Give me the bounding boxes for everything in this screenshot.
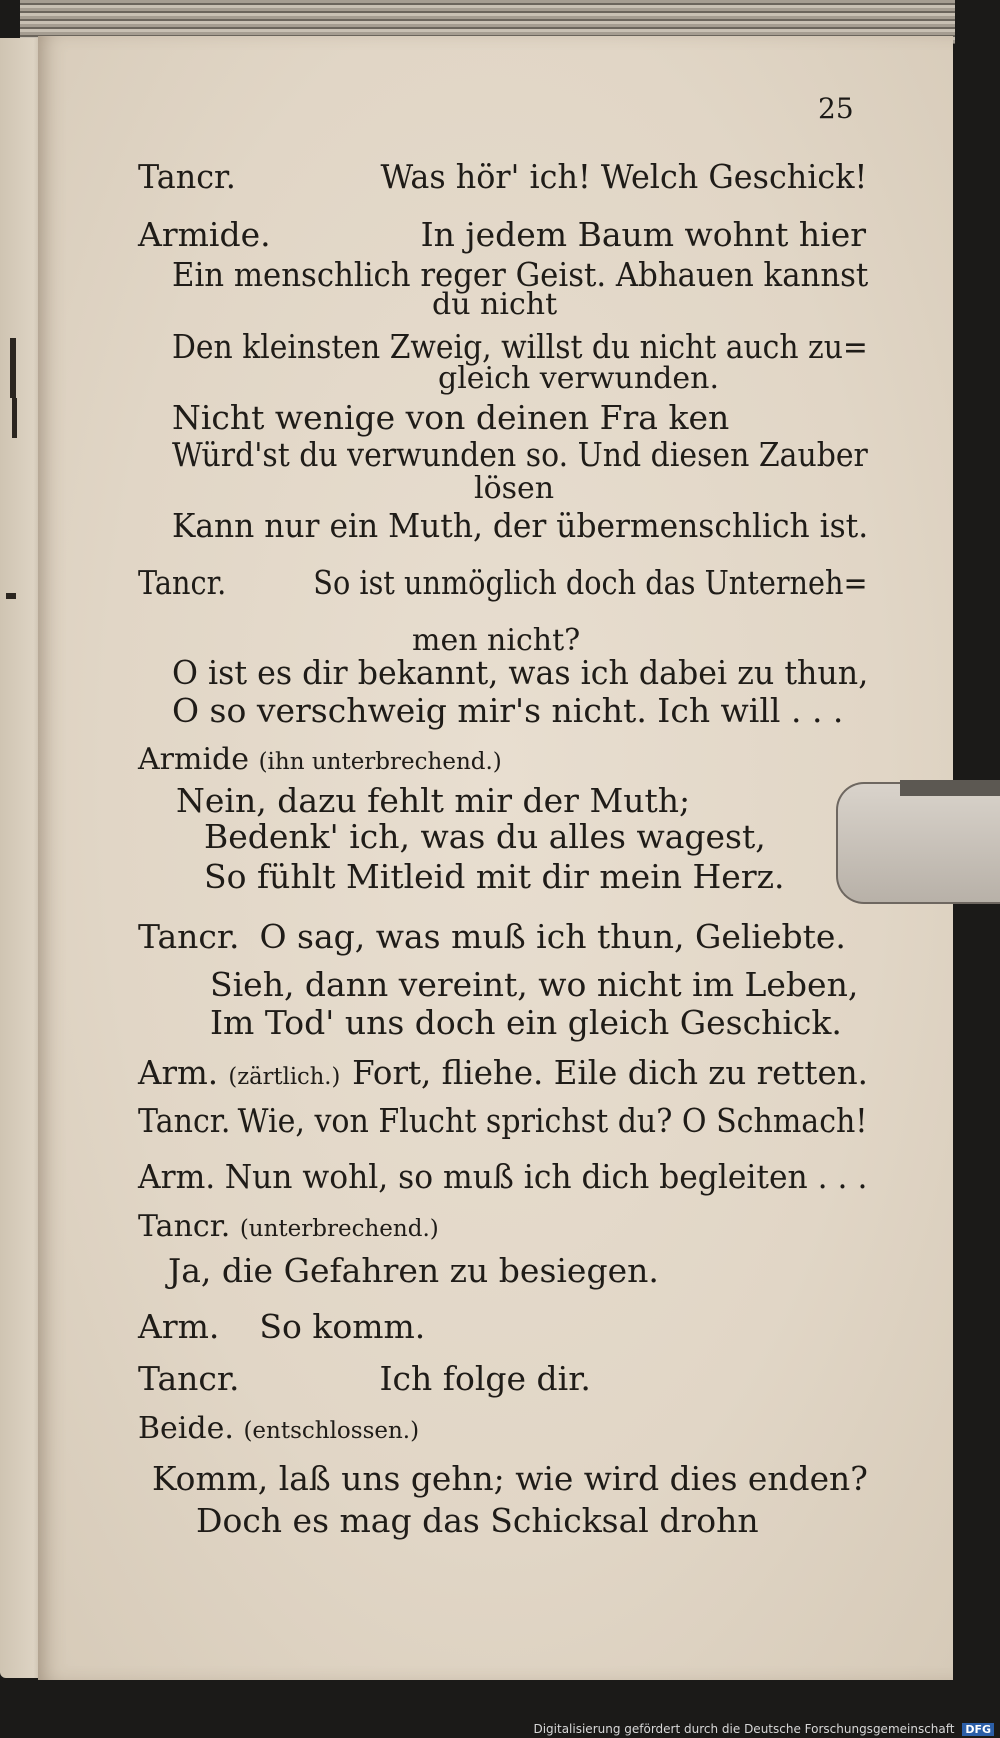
text-line: Ein menschlich reger Geist. Abhauen kannst [172, 255, 869, 294]
speaker-name: Arm. [138, 1053, 219, 1092]
text-line [138, 215, 867, 254]
dialogue-text: So ist unmöglich doch das Unterneh= [313, 563, 868, 602]
text-line: du nicht [432, 287, 558, 322]
dialogue-text: Wie, von Flucht sprichst du? O Schmach! [237, 1101, 868, 1140]
stage-direction: (entschlossen.) [243, 1418, 420, 1444]
text-line [138, 1411, 420, 1446]
dialogue-text: Nun wohl, so muß ich dich begleiten . . . [224, 1157, 868, 1196]
text-line: men nicht? [412, 623, 581, 658]
stage-direction: (zärtlich.) [228, 1064, 341, 1090]
speaker-name: Armide. [138, 215, 271, 254]
speaker-name: Arm. [138, 1157, 216, 1196]
dialogue-text: In jedem Baum wohnt hier [420, 215, 867, 254]
text-line [138, 1209, 439, 1244]
dialogue-text: Fort, fliehe. Eile dich zu retten. [352, 1053, 868, 1092]
speaker-name: Tancr. [138, 157, 236, 196]
edge-mark [10, 338, 16, 398]
text-line: O so verschweig mir's nicht. Ich will . . . [172, 691, 844, 730]
speaker-name: Armide [138, 742, 250, 777]
page-clip [836, 782, 1000, 904]
edge-mark [12, 398, 17, 438]
text-line: gleich verwunden. [438, 361, 719, 396]
text-line [138, 1359, 591, 1398]
text-line: Im Tod' uns doch ein gleich Geschick. [210, 1003, 842, 1042]
text-line: Komm, laß uns gehn; wie wird dies enden? [152, 1459, 868, 1498]
text-line: Doch es mag das Schicksal drohn [196, 1501, 759, 1540]
stage-direction: (unterbrechend.) [239, 1216, 439, 1242]
text-line [138, 157, 868, 196]
text-line [138, 917, 846, 956]
text-line [138, 1157, 868, 1196]
text-line: Würd'st du verwunden so. Und diesen Zauber [172, 435, 868, 474]
text-line: Nicht wenige von deinen Fra ken [172, 398, 730, 437]
text-line: Nein, dazu fehlt mir der Muth; [176, 781, 691, 820]
stage-direction: (ihn unterbrechend.) [258, 749, 502, 775]
edge-mark [6, 593, 16, 599]
speaker-name: Tancr. [138, 1359, 240, 1398]
speaker-name: Tancr. [138, 563, 227, 602]
text-line: Kann nur ein Muth, der übermenschlich ist. [172, 506, 869, 545]
speaker-name: Arm. [138, 1307, 220, 1346]
dfg-logo: DFG [962, 1723, 994, 1736]
footer-text: Digitalisierung gefördert durch die Deutsche Forschungsgemeinschaft [533, 1722, 955, 1736]
text-line: Den kleinsten Zweig, willst du nicht auch zu= [172, 327, 868, 366]
text-line: Bedenk' ich, was du alles wagest, [204, 817, 766, 856]
digitization-footer [533, 1722, 994, 1736]
text-line [138, 742, 502, 777]
text-line [138, 1053, 868, 1092]
page-clip-bar [900, 780, 1000, 796]
speaker-name: Beide. [138, 1411, 234, 1446]
text-line [138, 563, 868, 602]
text-line: lösen [474, 471, 555, 506]
dialogue-text: Was hör' ich! Welch Geschick! [380, 157, 868, 196]
dialogue-text: Ich folge dir. [379, 1359, 591, 1398]
text-line: So fühlt Mitleid mit dir mein Herz. [204, 857, 785, 896]
speaker-name: Tancr. [138, 1209, 231, 1244]
page-number: 25 [818, 92, 854, 125]
text-line [138, 1307, 426, 1346]
text-line: O ist es dir bekannt, was ich dabei zu thun, [172, 653, 869, 692]
dialogue-text: O sag, was muß ich thun, Geliebte. [259, 917, 846, 956]
text-line [138, 1101, 868, 1140]
text-line: Sieh, dann vereint, wo nicht im Leben, [210, 965, 859, 1004]
speaker-name: Tancr. [138, 917, 240, 956]
dialogue-text: So komm. [259, 1307, 426, 1346]
speaker-name: Tancr. [138, 1101, 231, 1140]
text-line: Ja, die Gefahren zu besiegen. [168, 1251, 659, 1290]
